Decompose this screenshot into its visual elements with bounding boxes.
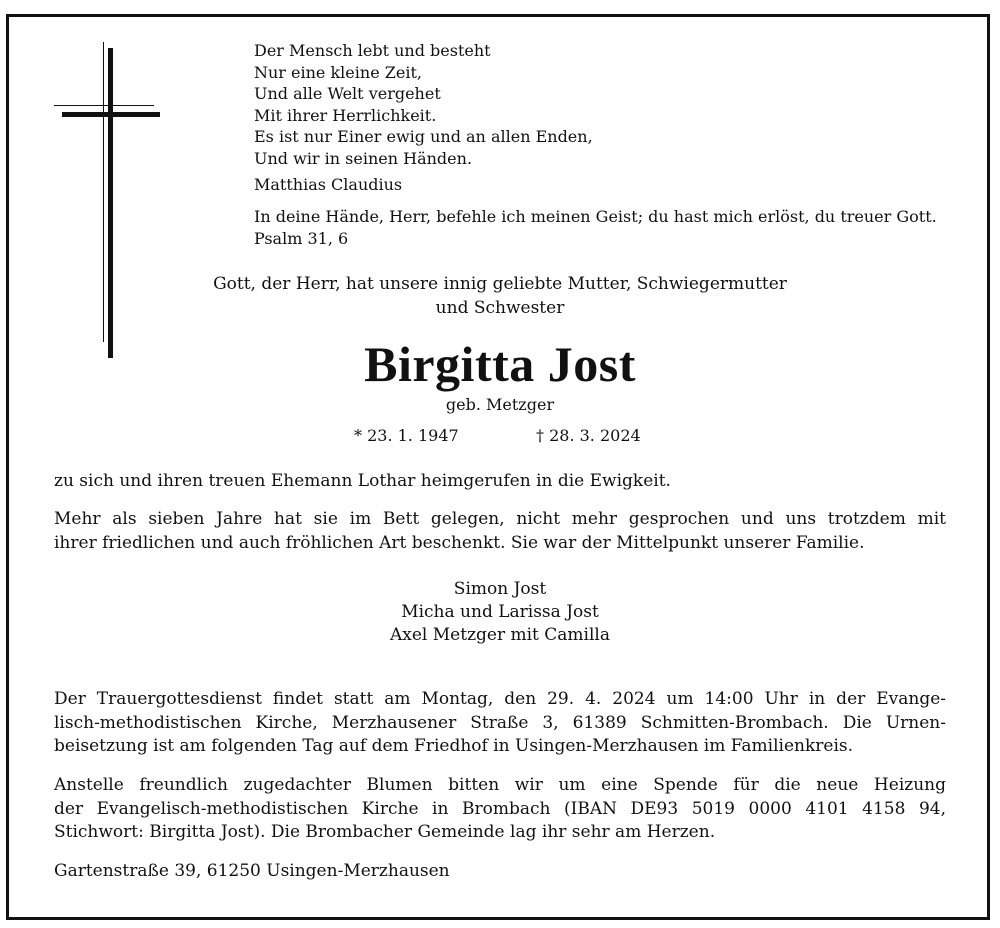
- intro-line: Gott, der Herr, hat unsere innig geliebte Mutter, Schwiegermutter: [213, 274, 787, 294]
- service-paragraph: [54, 688, 946, 759]
- psalm-quote: [254, 206, 937, 249]
- mourner-name: Micha und Larissa Jost: [401, 602, 599, 622]
- birth-date: * 23. 1. 1947: [354, 426, 459, 445]
- mourner-name: Axel Metzger mit Camilla: [390, 625, 610, 645]
- text-line: Mehr als sieben Jahre hat sie im Bett gelegen, nicht mehr gesprochen und uns trotzdem mit: [54, 509, 946, 529]
- poem-line: Es ist nur Einer ewig und an allen Enden,: [254, 127, 593, 147]
- poem-author: Matthias Claudius: [254, 174, 403, 194]
- mourners-list: [0, 578, 1000, 647]
- announcement-intro: [0, 272, 1000, 320]
- text-line: Der Trauergottesdienst findet statt am Montag, den 29. 4. 2024 um 14:00 Uhr in der Evange-: [54, 689, 946, 709]
- psalm-text: In deine Hände, Herr, befehle ich meinen Geist; du hast mich erlöst, du treuer Gott.: [254, 207, 937, 226]
- poem-line: Und alle Welt vergehet: [254, 84, 441, 104]
- death-date: † 28. 3. 2024: [536, 426, 641, 445]
- poem: [254, 40, 593, 195]
- mourner-name: Simon Jost: [453, 579, 547, 599]
- poem-line: Der Mensch lebt und besteht: [254, 41, 491, 60]
- called-home-text: [54, 470, 946, 494]
- address: [54, 860, 946, 884]
- text-line: lisch-methodistischen Kirche, Merzhausener Straße 3, 61389 Schmitten-Brombach. Die Urnen-: [54, 712, 946, 733]
- intro-line: und Schwester: [435, 298, 565, 318]
- poem-line: Und wir in seinen Händen.: [254, 148, 473, 168]
- text-line: Anstelle freundlich zugedachter Blumen bitten wir um eine Spende für die neue Heizung: [54, 775, 946, 795]
- psalm-reference: Psalm 31, 6: [254, 228, 349, 248]
- donation-paragraph: [54, 774, 946, 845]
- poem-line: Nur eine kleine Zeit,: [254, 62, 422, 82]
- text-line: beisetzung ist am folgenden Tag auf dem Friedhof in Usingen-Merzhausen im Familienkreis.: [54, 736, 854, 756]
- text-line: Stichwort: Birgitta Jost). Die Brombacher Gemeinde lag ihr sehr am Herzen.: [54, 822, 716, 842]
- text-line: zu sich und ihren treuen Ehemann Lothar heimgerufen in die Ewigkeit.: [54, 471, 671, 491]
- life-paragraph: [54, 508, 946, 555]
- address-text: Gartenstraße 39, 61250 Usingen-Merzhausen: [54, 861, 450, 881]
- text-line: der Evangelisch-methodistischen Kirche in Brombach (IBAN DE93 5019 0000 4101 4158 94,: [54, 798, 946, 819]
- maiden-name: geb. Metzger: [445, 395, 555, 414]
- poem-line: Mit ihrer Herrlichkeit.: [254, 105, 437, 125]
- deceased-name: Birgitta Jost: [364, 336, 636, 392]
- text-line: ihrer friedlichen und auch fröhlichen Art beschenkt. Sie war der Mittelpunkt unserer Familie.: [54, 532, 865, 553]
